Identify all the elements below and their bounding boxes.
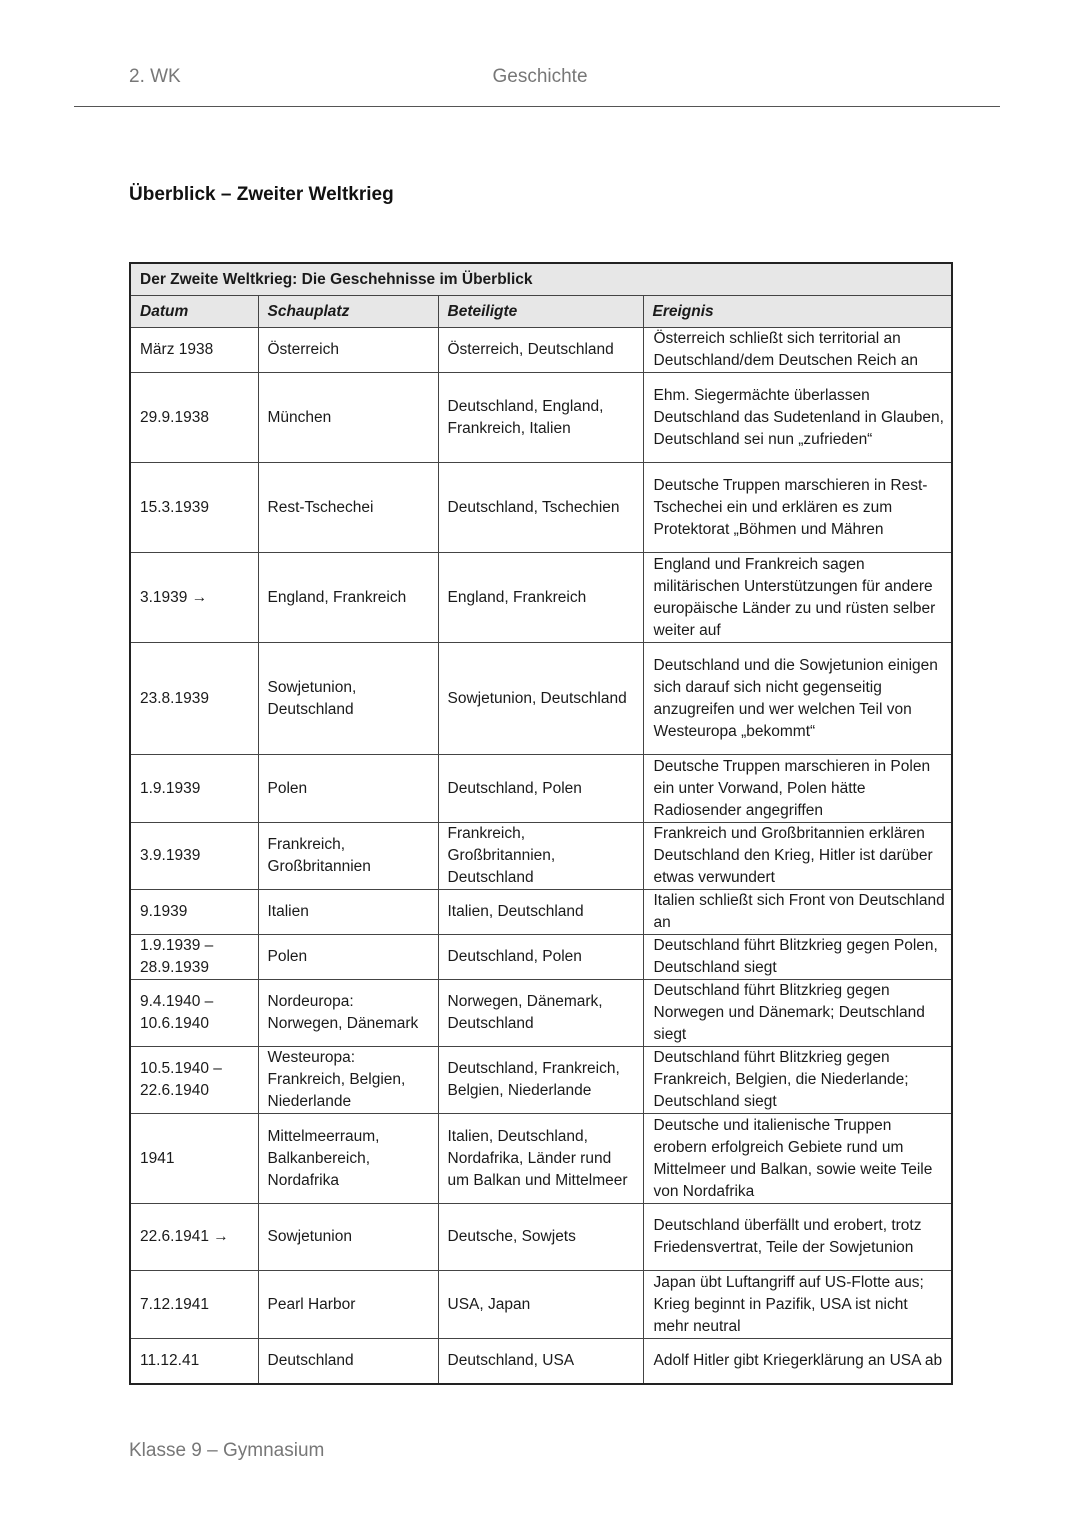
- cell-datum: 15.3.1939: [130, 463, 258, 553]
- table-row: [130, 935, 952, 980]
- cell-ereignis: Deutschland überfällt und erobert, trotz Friedensvertrat, Teile der Sowjetunion: [643, 1204, 952, 1271]
- table-row: [130, 328, 952, 373]
- cell-beteiligte: Italien, Deutschland: [438, 890, 643, 935]
- table-row: [130, 643, 952, 755]
- header-subject-code: 2. WK: [129, 66, 181, 87]
- cell-datum: 3.9.1939: [130, 823, 258, 890]
- header-divider: [74, 106, 1000, 107]
- cell-schauplatz: Frankreich, Großbritannien: [258, 823, 438, 890]
- cell-schauplatz: Nordeuropa: Norwegen, Dänemark: [258, 980, 438, 1047]
- cell-schauplatz: Sowjetunion: [258, 1204, 438, 1271]
- cell-ereignis: Deutschland führt Blitzkrieg gegen Frankreich, Belgien, die Niederlande; Deutschland siegt: [643, 1047, 952, 1114]
- cell-beteiligte: England, Frankreich: [438, 553, 643, 643]
- table-row: [130, 553, 952, 643]
- cell-beteiligte: Deutsche, Sowjets: [438, 1204, 643, 1271]
- table-row: [130, 890, 952, 935]
- cell-schauplatz: Polen: [258, 935, 438, 980]
- cell-ereignis: Deutschland führt Blitzkrieg gegen Polen, Deutschland siegt: [643, 935, 952, 980]
- cell-schauplatz: Deutschland: [258, 1339, 438, 1384]
- cell-beteiligte: USA, Japan: [438, 1271, 643, 1339]
- cell-ereignis: Deutsche und italienische Truppen erobern erfolgreich Gebiete rund um Mittelmeer und Balkan, sowie weite Teile von Nordafrika: [643, 1114, 952, 1204]
- column-header-beteiligte: Beteiligte: [438, 296, 643, 328]
- cell-schauplatz: Pearl Harbor: [258, 1271, 438, 1339]
- page-title: Überblick – Zweiter Weltkrieg: [129, 184, 394, 205]
- overview-table: [129, 262, 953, 1385]
- cell-ereignis: Japan übt Luftangriff auf US-Flotte aus; Krieg beginnt in Pazifik, USA ist nicht mehr neutral: [643, 1271, 952, 1339]
- cell-ereignis: England und Frankreich sagen militärischen Unterstützungen für andere europäische Länder zu und rüsten selber weiter auf: [643, 553, 952, 643]
- cell-ereignis: Ehm. Siegermächte überlassen Deutschland das Sudetenland in Glauben, Deutschland sei nun „zufrieden“: [643, 373, 952, 463]
- table-caption-row: [130, 263, 952, 296]
- cell-beteiligte: Sowjetunion, Deutschland: [438, 643, 643, 755]
- column-header-datum: Datum: [130, 296, 258, 328]
- table-row: [130, 980, 952, 1047]
- cell-ereignis: Deutsche Truppen marschieren in Rest-Tschechei ein und erklären es zum Protektorat „Böhmen und Mähren: [643, 463, 952, 553]
- cell-beteiligte: Deutschland, Tschechien: [438, 463, 643, 553]
- cell-schauplatz: Österreich: [258, 328, 438, 373]
- cell-datum: 10.5.1940 – 22.6.1940: [130, 1047, 258, 1114]
- cell-schauplatz: Rest-Tschechei: [258, 463, 438, 553]
- cell-ereignis: Österreich schließt sich territorial an Deutschland/dem Deutschen Reich an: [643, 328, 952, 373]
- cell-beteiligte: Österreich, Deutschland: [438, 328, 643, 373]
- cell-beteiligte: Deutschland, Frankreich, Belgien, Niederlande: [438, 1047, 643, 1114]
- cell-datum: 9.4.1940 – 10.6.1940: [130, 980, 258, 1047]
- cell-schauplatz: Westeuropa: Frankreich, Belgien, Niederlande: [258, 1047, 438, 1114]
- table-row: [130, 823, 952, 890]
- table-row: [130, 373, 952, 463]
- cell-datum: 11.12.41: [130, 1339, 258, 1384]
- cell-ereignis: Deutschland führt Blitzkrieg gegen Norwegen und Dänemark; Deutschland siegt: [643, 980, 952, 1047]
- table-row: [130, 1339, 952, 1384]
- header-subject: Geschichte: [492, 66, 588, 87]
- cell-beteiligte: Deutschland, Polen: [438, 755, 643, 823]
- cell-beteiligte: Norwegen, Dänemark, Deutschland: [438, 980, 643, 1047]
- cell-datum: März 1938: [130, 328, 258, 373]
- cell-datum: 7.12.1941: [130, 1271, 258, 1339]
- table-row: [130, 755, 952, 823]
- footer-class-label: Klasse 9 – Gymnasium: [129, 1440, 325, 1461]
- cell-beteiligte: Italien, Deutschland, Nordafrika, Länder rund um Balkan und Mittelmeer: [438, 1114, 643, 1204]
- table-caption: Der Zweite Weltkrieg: Die Geschehnisse im Überblick: [130, 263, 952, 296]
- cell-ereignis: Frankreich und Großbritannien erklären Deutschland den Krieg, Hitler ist darüber etwas verwundert: [643, 823, 952, 890]
- cell-datum: 1.9.1939 – 28.9.1939: [130, 935, 258, 980]
- cell-datum: 9.1939: [130, 890, 258, 935]
- cell-beteiligte: Frankreich, Großbritannien, Deutschland: [438, 823, 643, 890]
- cell-beteiligte: Deutschland, England, Frankreich, Italien: [438, 373, 643, 463]
- cell-datum: 3.1939 →: [130, 553, 258, 643]
- column-header-ereignis: Ereignis: [643, 296, 952, 328]
- cell-schauplatz: Polen: [258, 755, 438, 823]
- cell-datum: 23.8.1939: [130, 643, 258, 755]
- cell-beteiligte: Deutschland, USA: [438, 1339, 643, 1384]
- cell-ereignis: Deutschland und die Sowjetunion einigen sich darauf sich nicht gegenseitig anzugreifen und wer welchen Teil von Westeuropa „bekommt“: [643, 643, 952, 755]
- cell-ereignis: Italien schließt sich Front von Deutschland an: [643, 890, 952, 935]
- cell-datum: 1941: [130, 1114, 258, 1204]
- column-header-schauplatz: Schauplatz: [258, 296, 438, 328]
- table-row: [130, 1047, 952, 1114]
- cell-schauplatz: München: [258, 373, 438, 463]
- table-row: [130, 1204, 952, 1271]
- cell-ereignis: Deutsche Truppen marschieren in Polen ein unter Vorwand, Polen hätte Radiosender angegriffen: [643, 755, 952, 823]
- cell-datum: 22.6.1941 →: [130, 1204, 258, 1271]
- cell-ereignis: Adolf Hitler gibt Kriegerklärung an USA ab: [643, 1339, 952, 1384]
- cell-schauplatz: Sowjetunion, Deutschland: [258, 643, 438, 755]
- cell-schauplatz: Mittelmeerraum, Balkanbereich, Nordafrika: [258, 1114, 438, 1204]
- cell-schauplatz: Italien: [258, 890, 438, 935]
- table-row: [130, 1271, 952, 1339]
- table-row: [130, 1114, 952, 1204]
- cell-beteiligte: Deutschland, Polen: [438, 935, 643, 980]
- cell-datum: 1.9.1939: [130, 755, 258, 823]
- cell-schauplatz: England, Frankreich: [258, 553, 438, 643]
- table-header-row: [130, 296, 952, 328]
- table-row: [130, 463, 952, 553]
- cell-datum: 29.9.1938: [130, 373, 258, 463]
